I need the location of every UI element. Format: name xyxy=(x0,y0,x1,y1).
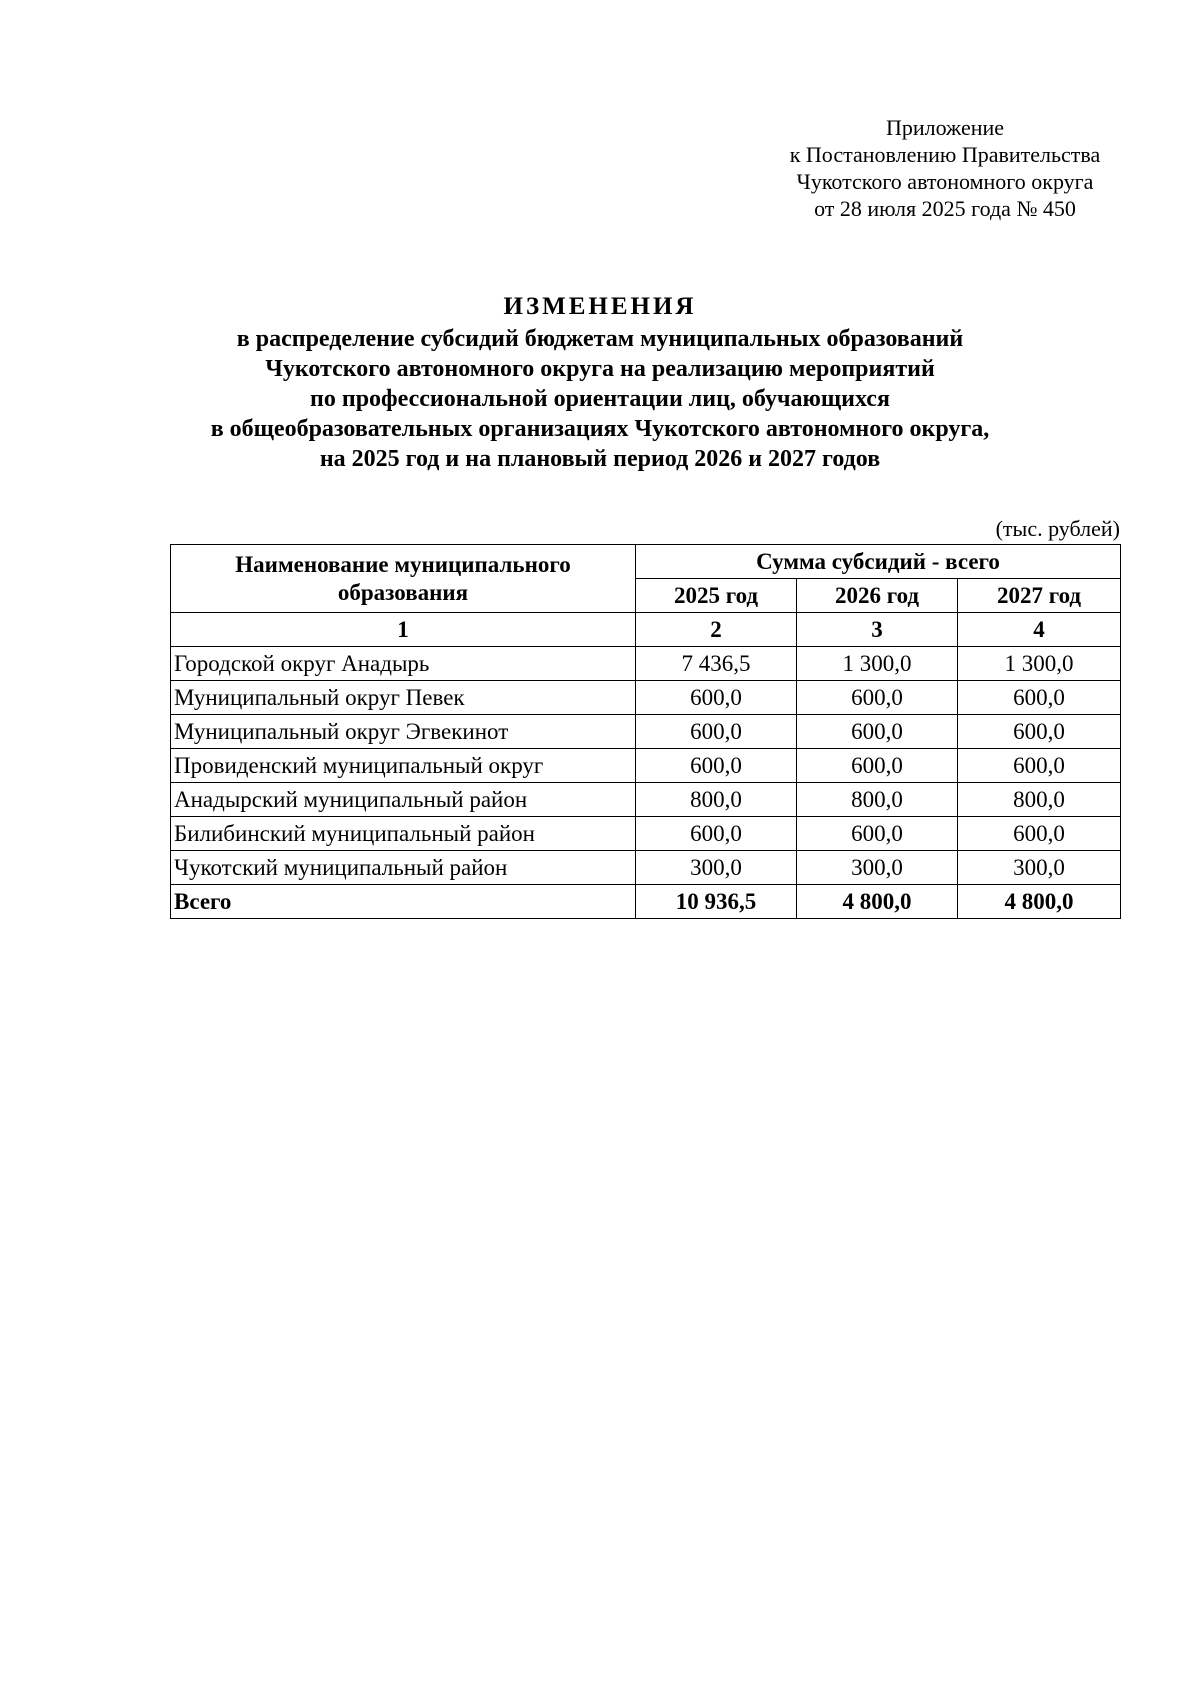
municipality-name-cell: Городской округ Анадырь xyxy=(171,647,636,681)
amount-cell: 600,0 xyxy=(958,715,1121,749)
title-line: на 2025 год и на плановый период 2026 и 2027 годов xyxy=(319,446,881,472)
total-amount-cell: 4 800,0 xyxy=(958,885,1121,919)
amount-cell: 600,0 xyxy=(797,715,958,749)
title-line: в распределение субсидий бюджетам муниципальных образований xyxy=(236,326,964,352)
table-row xyxy=(171,681,1121,715)
title-line: в общеобразовательных организациях Чукотского автономного округа, xyxy=(210,416,990,442)
appendix-header xyxy=(760,114,1130,222)
column-number-cell: 3 xyxy=(797,613,958,647)
amount-cell: 600,0 xyxy=(958,681,1121,715)
header-year-cell: 2027 год xyxy=(958,579,1121,613)
appendix-line: от 28 июля 2025 года № 450 xyxy=(814,196,1076,221)
title-line: по профессиональной ориентации лиц, обучающихся xyxy=(310,386,890,412)
total-label-cell: Всего xyxy=(171,885,636,919)
title-line: Чукотского автономного округа на реализацию мероприятий xyxy=(265,356,935,382)
amount-cell: 800,0 xyxy=(636,783,797,817)
amount-cell: 1 300,0 xyxy=(797,647,958,681)
table-row xyxy=(171,817,1121,851)
amount-cell: 300,0 xyxy=(958,851,1121,885)
table-total-row xyxy=(171,885,1121,919)
amount-cell: 600,0 xyxy=(636,749,797,783)
table-column-numbers-row xyxy=(171,613,1121,647)
amount-cell: 600,0 xyxy=(958,817,1121,851)
amount-cell: 600,0 xyxy=(636,681,797,715)
title-main: ИЗМЕНЕНИЯ xyxy=(503,293,697,320)
appendix-line: Чукотского автономного округа xyxy=(796,169,1094,194)
amount-cell: 600,0 xyxy=(797,749,958,783)
table-row xyxy=(171,749,1121,783)
subsidy-table xyxy=(170,544,1121,919)
table-row xyxy=(171,647,1121,681)
amount-cell: 1 300,0 xyxy=(958,647,1121,681)
municipality-name-cell: Провиденский муниципальный округ xyxy=(171,749,636,783)
amount-cell: 800,0 xyxy=(797,783,958,817)
unit-note: (тыс. рублей) xyxy=(995,516,1120,541)
appendix-line: Приложение xyxy=(885,115,1005,140)
header-year-cell: 2025 год xyxy=(636,579,797,613)
municipality-name-cell: Муниципальный округ Эгвекинот xyxy=(171,715,636,749)
appendix-line: к Постановлению Правительства xyxy=(789,142,1101,167)
amount-cell: 600,0 xyxy=(797,681,958,715)
municipality-name-cell: Анадырский муниципальный район xyxy=(171,783,636,817)
amount-cell: 300,0 xyxy=(797,851,958,885)
amount-cell: 600,0 xyxy=(636,715,797,749)
table-row xyxy=(171,783,1121,817)
municipality-name-cell: Билибинский муниципальный район xyxy=(171,817,636,851)
municipality-name-cell: Чукотский муниципальный район xyxy=(171,851,636,885)
amount-cell: 800,0 xyxy=(958,783,1121,817)
amount-cell: 300,0 xyxy=(636,851,797,885)
header-name-cell: Наименование муниципального образования xyxy=(171,545,636,613)
document-title xyxy=(100,290,1100,474)
table-row xyxy=(171,715,1121,749)
total-amount-cell: 10 936,5 xyxy=(636,885,797,919)
municipality-name-cell: Муниципальный округ Певек xyxy=(171,681,636,715)
table-header-row xyxy=(171,545,1121,579)
column-number-cell: 2 xyxy=(636,613,797,647)
total-amount-cell: 4 800,0 xyxy=(797,885,958,919)
amount-cell: 7 436,5 xyxy=(636,647,797,681)
amount-cell: 600,0 xyxy=(636,817,797,851)
amount-cell: 600,0 xyxy=(958,749,1121,783)
header-group-cell: Сумма субсидий - всего xyxy=(636,545,1121,579)
column-number-cell: 4 xyxy=(958,613,1121,647)
amount-cell: 600,0 xyxy=(797,817,958,851)
table-row xyxy=(171,851,1121,885)
header-year-cell: 2026 год xyxy=(797,579,958,613)
column-number-cell: 1 xyxy=(171,613,636,647)
